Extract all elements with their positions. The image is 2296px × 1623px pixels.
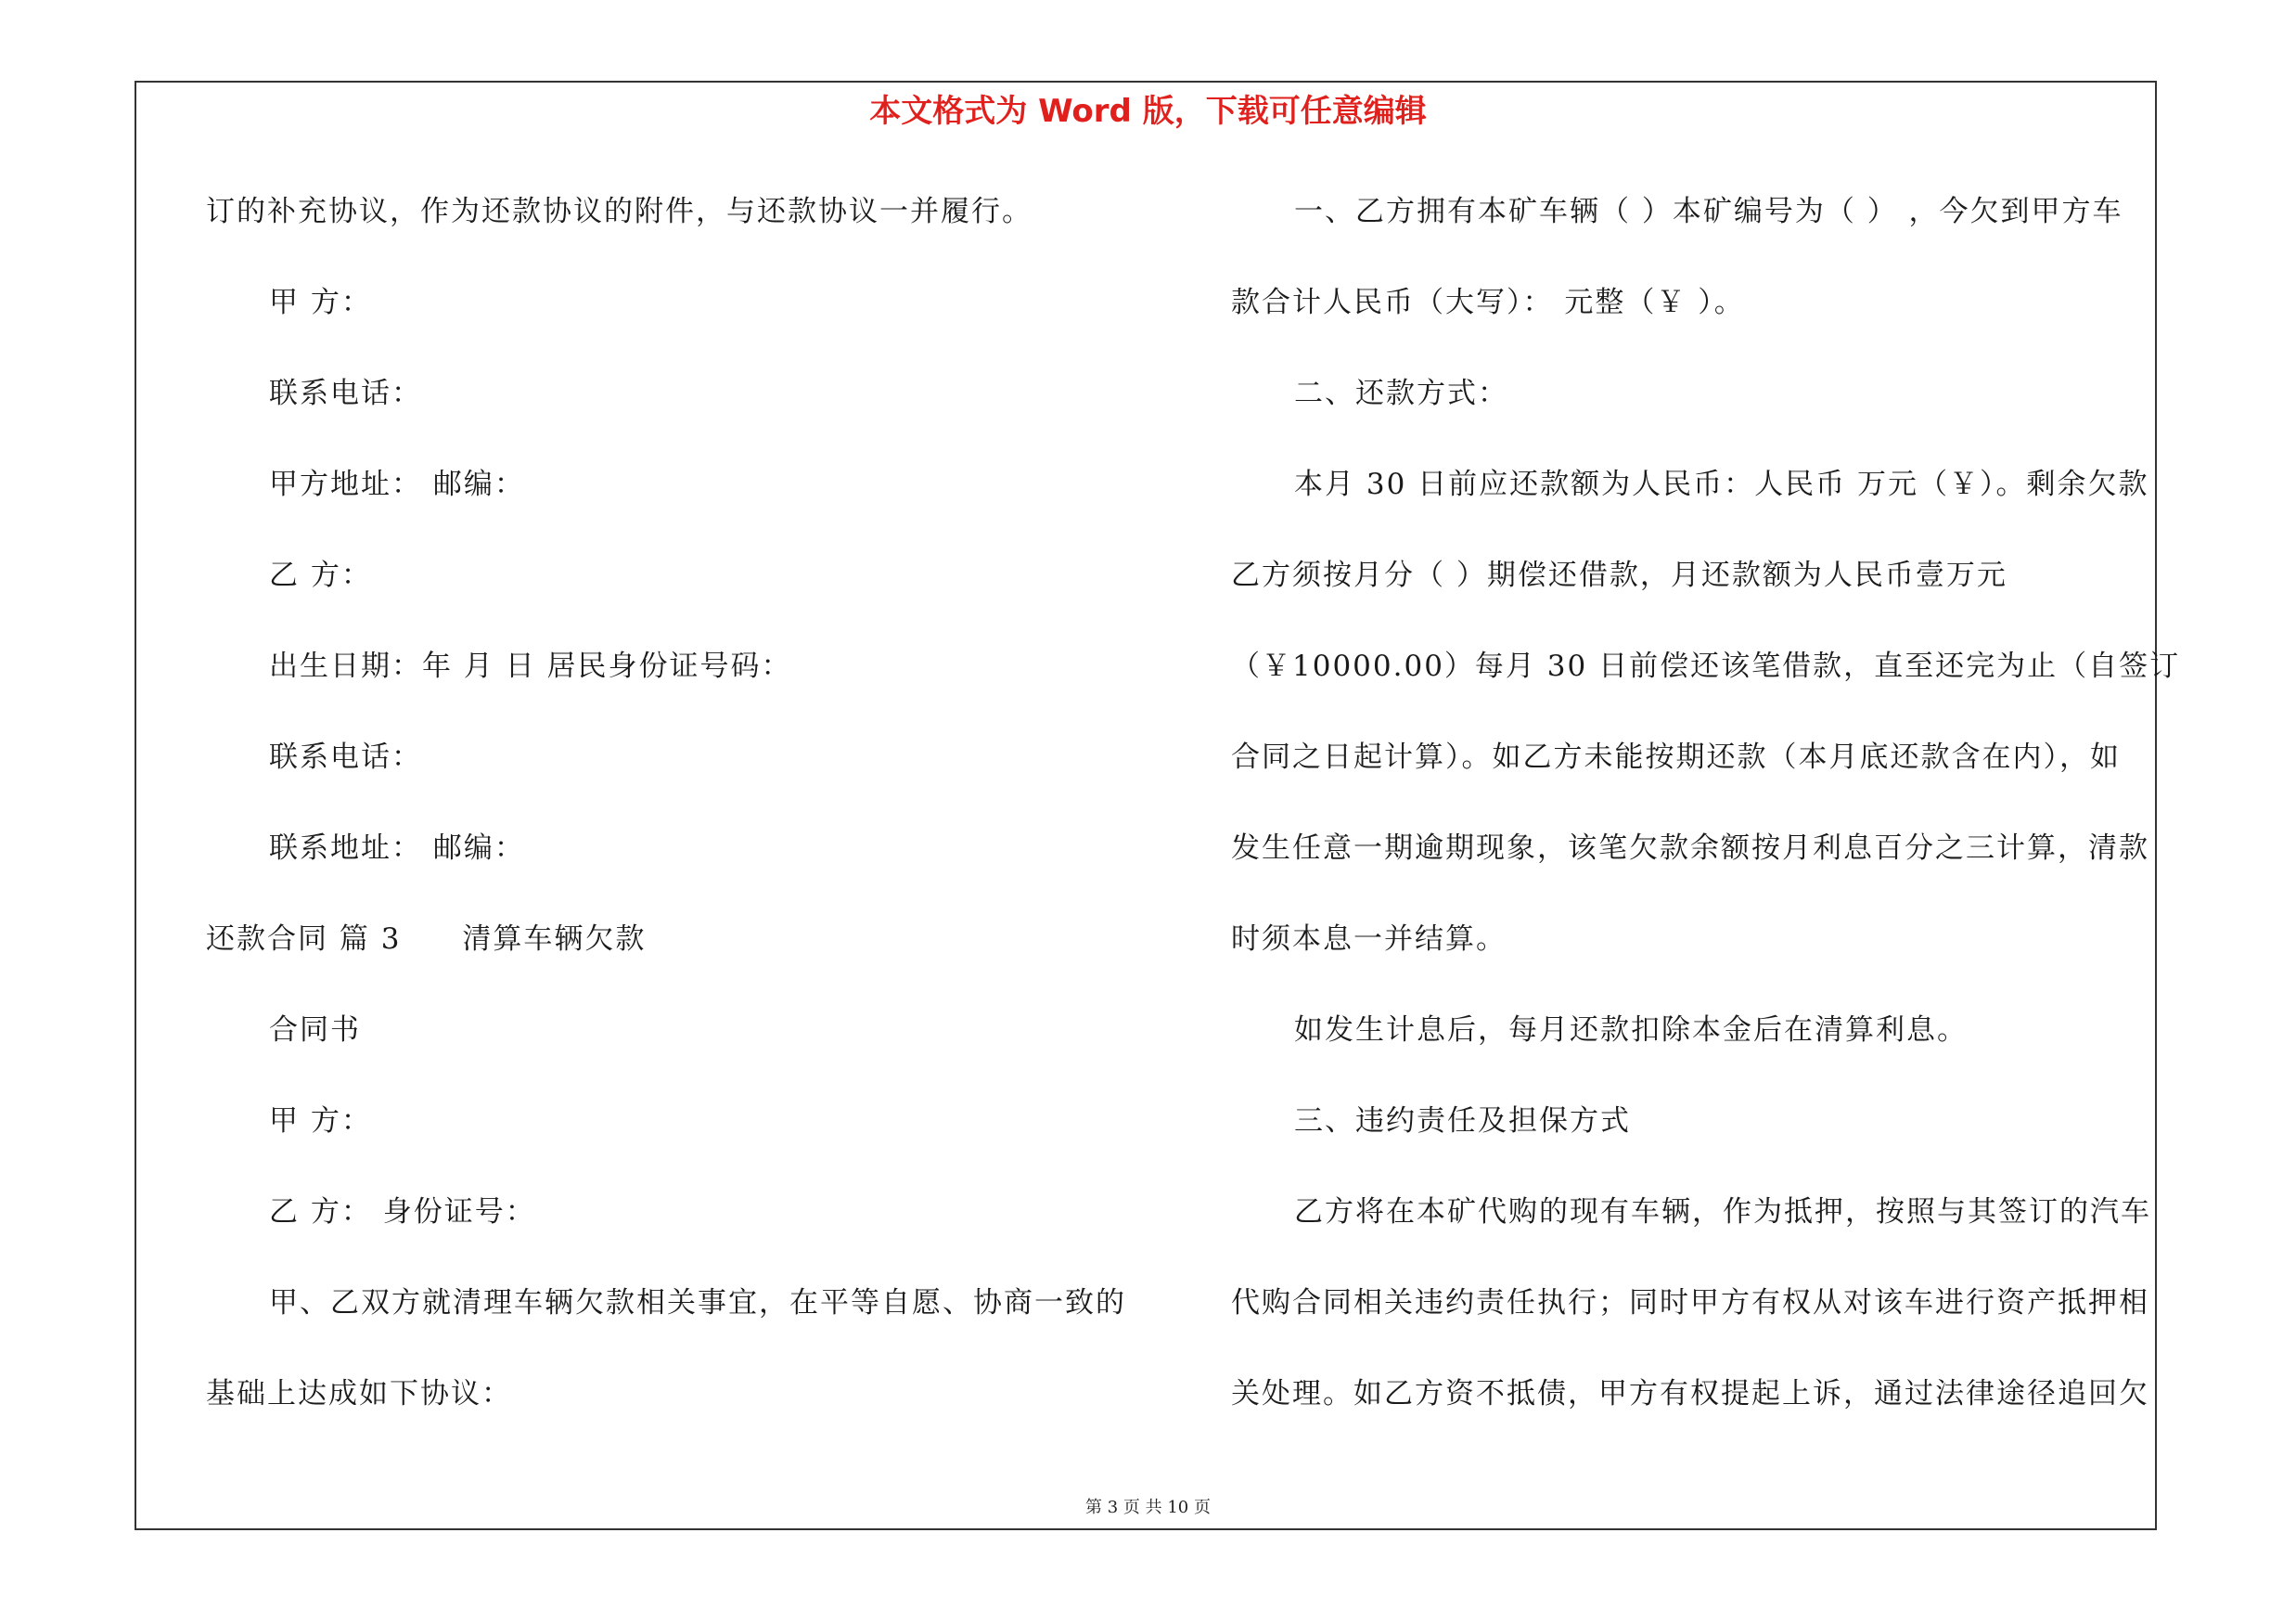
paragraph-line: 订的补充协议，作为还款协议的附件，与还款协议一并履行。 [206,195,1033,228]
contract-title: 合同书 [269,1013,361,1047]
phone-label: 联系电话： [269,377,422,410]
paragraph-line: 合同之日起计算）。如乙方未能按期还款（本月底还款含在内），如 [1231,741,2121,774]
word-format-banner: 本文格式为 Word 版，下载可任意编辑 [869,93,1427,130]
paragraph-line: 发生任意一期逾期现象，该笔欠款余额按月利息百分之三计算，清款 [1231,831,2149,865]
page-number: 第 3 页 共 10 页 [1085,1498,1211,1517]
birth-id-label: 出生日期：年 月 日 居民身份证号码： [269,650,792,683]
right-column [1231,186,2181,1459]
paragraph-line: 乙方须按月分（ ）期偿还借款，月还款额为人民币壹万元 [1231,559,2007,592]
clause-two-heading: 二、还款方式： [1294,377,1508,410]
paragraph-line: 关处理。如乙方资不抵债，甲方有权提起上诉，通过法律途径追回欠 [1231,1377,2149,1410]
paragraph-line: 甲、乙双方就清理车辆欠款相关事宜，在平等自愿、协商一致的 [269,1286,1126,1320]
phone-label: 联系电话： [269,741,422,774]
paragraph-line: 基础上达成如下协议： [206,1377,512,1410]
section-heading: 还款合同 篇 3 清算车辆欠款 [206,922,647,956]
paragraph-line: 如发生计息后，每月还款扣除本金后在清算利息。 [1294,1013,1968,1047]
clause-one-line: 一、乙方拥有本矿车辆（ ）本矿编号为（ ） ，今欠到甲方车 [1294,195,2123,228]
paragraph-line: 代购合同相关违约责任执行；同时甲方有权从对该车进行资产抵押相 [1231,1286,2149,1320]
party-b-id-label: 乙 方： 身份证号： [269,1195,536,1229]
paragraph-line: （￥10000.00）每月 30 日前偿还该笔借款，直至还完为止（自签订 [1231,650,2181,683]
party-a-label: 甲 方： [269,286,372,319]
clause-three-heading: 三、违约责任及担保方式 [1294,1104,1631,1138]
left-column [206,186,1152,1459]
paragraph-line: 本月 30 日前应还款额为人民币：人民币 万元（￥）。剩余欠款 [1294,468,2149,501]
party-a-label: 甲 方： [269,1104,372,1138]
party-a-address-label: 甲方地址： 邮编： [269,468,525,501]
party-b-label: 乙 方： [269,559,372,592]
paragraph-line: 款合计人民币（大写）： 元整（￥ ）。 [1231,286,1745,319]
paragraph-line: 时须本息一并结算。 [1231,922,1507,956]
paragraph-line: 乙方将在本矿代购的现有车辆，作为抵押，按照与其签订的汽车 [1294,1195,2151,1229]
contact-address-label: 联系地址： 邮编： [269,831,525,865]
